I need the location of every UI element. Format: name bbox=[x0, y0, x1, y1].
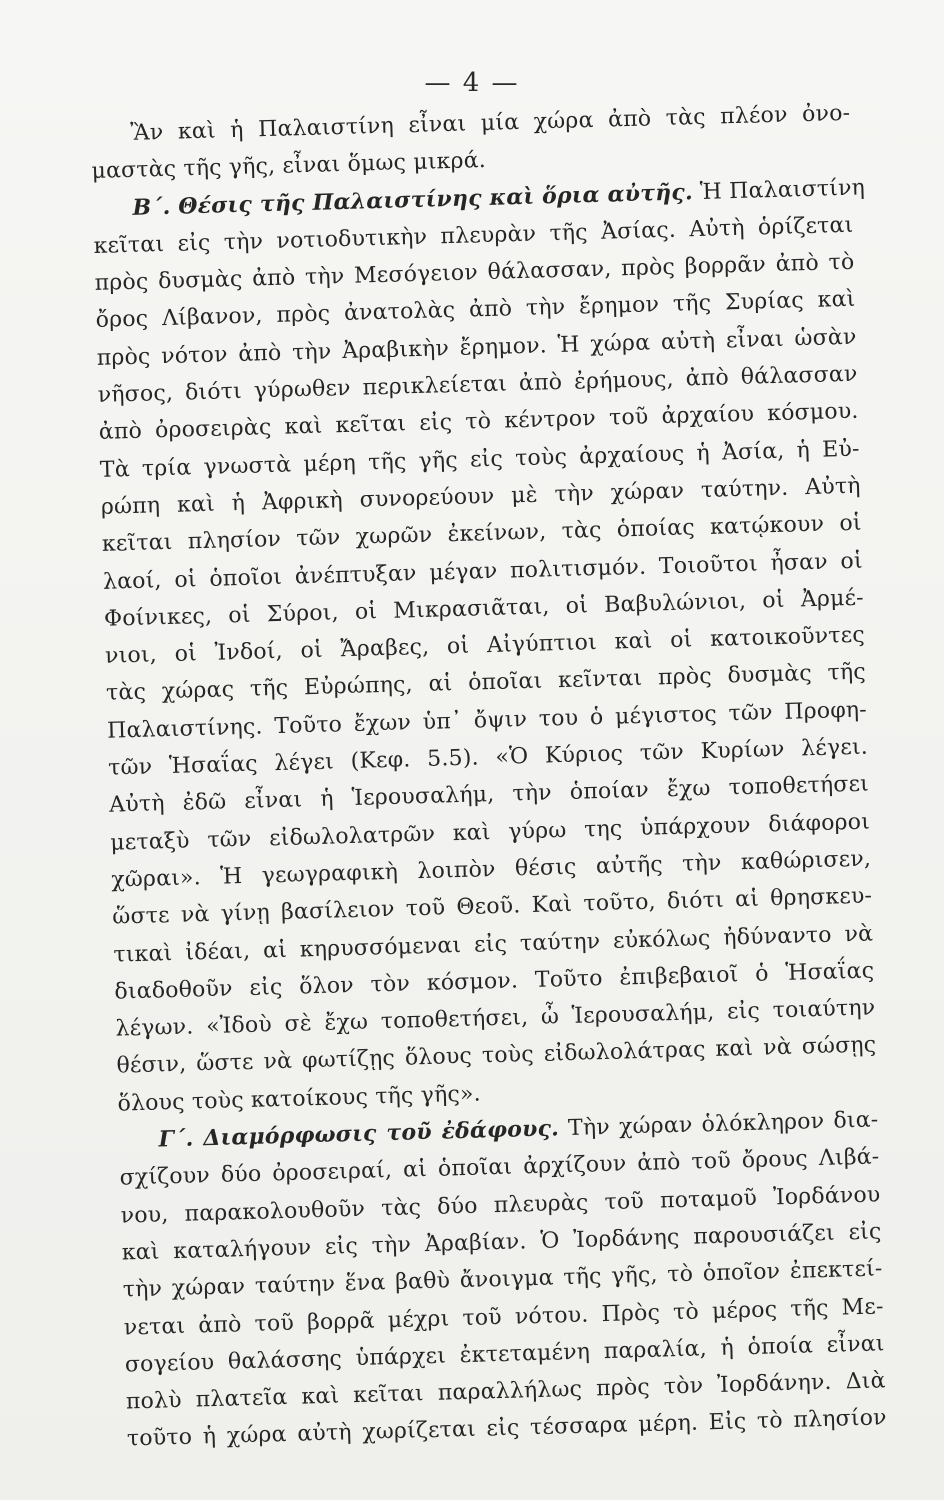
line-text: χῶραι». Ἡ γεωγραφικὴ λοιπὸν θέσις αὐτῆς τὴν καθώρισεν, bbox=[110, 846, 872, 893]
line-text: τοῦτο ἡ χώρα αὐτὴ χωρίζεται εἰς τέσσαρα μέρη. Εἰς τὸ πλησίον bbox=[126, 1405, 888, 1452]
line-text: μεταξὺ τῶν εἰδωλολατρῶν καὶ γύρω της ὑπάρχουν διάφοροι bbox=[109, 809, 871, 856]
line-text: πρὸς δυσμὰς ἀπὸ τὴν Μεσόγειον θάλασσαν, πρὸς βορρᾶν ἀπὸ τὸ bbox=[94, 249, 855, 297]
line-text: ρώπη καὶ ἡ Ἀφρικὴ συνορεύουν μὲ τὴν χώραν ταύτην. Αὐτὴ bbox=[100, 473, 861, 520]
line-text: ὄρος Λίβανον, πρὸς ἀνατολὰς ἀπὸ τὴν ἔρημον τῆς Συρίας καὶ bbox=[95, 287, 856, 334]
line-text: Παλαιστίνης. Τοῦτο ἔχων ὑπ᾽ ὄψιν του ὁ μέγιστος τῶν Προφη- bbox=[106, 697, 868, 744]
line-text: Ἂν καὶ ἡ Παλαιστίνη εἶναι μία χώρα ἀπὸ τὰς πλέον ὀνο- bbox=[130, 100, 851, 146]
line-text: νῆσος, διότι γύρωθεν περικλείεται ἀπὸ ἐρήμους, ἀπὸ θάλασσαν bbox=[97, 361, 858, 408]
line-text: κεῖται πλησίον τῶν χωρῶν ἐκείνων, τὰς ὁποίας κατῴκουν οἱ bbox=[101, 510, 863, 558]
page-number: — 4 — bbox=[424, 68, 520, 98]
line-text: πολὺ πλατεῖα καὶ κεῖται παραλλήλως πρὸς τὸν Ἰορδάνην. Διὰ bbox=[125, 1368, 886, 1415]
line-text: μαστὰς τῆς γῆς, εἶναι ὅμως μικρά. bbox=[91, 148, 487, 185]
line-text: σογείου θαλάσσης ὑπάρχει ἐκτεταμένη παραλία, ἡ ὁποία εἶναι bbox=[124, 1331, 885, 1378]
line-text: λαοί, οἱ ὁποῖοι ἀνέπτυξαν μέγαν πολιτισμόν. Τοιοῦτοι ἦσαν οἱ bbox=[102, 548, 864, 595]
line-text: Ἡ Παλαιστίνη bbox=[692, 174, 866, 205]
line-text: καὶ καταλήγουν εἰς τὴν Ἀραβίαν. Ὁ Ἰορδάνης παρουσιάζει εἰς bbox=[121, 1219, 882, 1266]
line-text: ὅλους τοὺς κατοίκους τῆς γῆς». bbox=[117, 1081, 482, 1117]
line-text: σχίζουν δύο ὀροσειραί, αἱ ὁποῖαι ἀρχίζουν ἀπὸ τοῦ ὄρους Λιβά- bbox=[119, 1144, 880, 1191]
section-heading: Β΄. Θέσις τῆς Παλαιστίνης καὶ ὅρια αὐτῆς. bbox=[132, 178, 694, 221]
line-text: τῶν Ἡσαΐας λέγει (Κεφ. 5.5). «Ὁ Κύριος τῶν Κυρίων λέγει. bbox=[107, 734, 869, 781]
line-text: Τὰ τρία γνωστὰ μέρη τῆς γῆς εἰς τοὺς ἀρχαίους ἡ Ἀσία, ἡ Εὐ- bbox=[99, 436, 860, 483]
line-text: Φοίνικες, οἱ Σύροι, οἱ Μικρασιᾶται, οἱ Βαβυλώνιοι, οἱ Ἀρμέ- bbox=[103, 585, 865, 632]
line-text: λέγων. «Ἰδοὺ σὲ ἔχω τοποθετήσει, ὦ Ἱερουσαλήμ, εἰς τοιαύτην bbox=[115, 995, 876, 1042]
line-text: νεται ἀπὸ τοῦ βορρᾶ μέχρι τοῦ νότου. Πρὸς τὸ μέρος τῆς Με- bbox=[123, 1293, 884, 1341]
line-text: νιοι, οἱ Ἰνδοί, οἱ Ἄραβες, οἱ Αἰγύπτιοι καὶ οἱ κατοικοῦντες bbox=[104, 622, 866, 669]
line-text: κεῖται εἰς τὴν νοτιοδυτικὴν πλευρὰν τῆς Ἀσίας. Αὐτὴ ὁρίζεται bbox=[93, 212, 854, 259]
line-text: νου, παρακολουθοῦν τὰς δύο πλευρὰς τοῦ ποταμοῦ Ἰορδάνου bbox=[120, 1181, 881, 1229]
line-text: τὴν χώραν ταύτην ἕνα βαθὺ ἄνοιγμα τῆς γῆς, τὸ ὁποῖον ἐπεκτεί- bbox=[122, 1256, 883, 1303]
line-text: Αὐτὴ ἐδῶ εἶναι ἡ Ἱερουσαλήμ, τὴν ὁποίαν ἔχω τοποθετήσει bbox=[108, 771, 870, 819]
line-text: θέσιν, ὥστε νὰ φωτίζῃς ὅλους τοὺς εἰδωλολάτρας καὶ νὰ σώσῃς bbox=[116, 1032, 877, 1080]
section-heading: Γ΄. Διαμόρφωσις τοῦ ἐδάφους. bbox=[158, 1115, 560, 1153]
line-text: πρὸς νότον ἀπὸ τὴν Ἀραβικὴν ἔρημον. Ἡ χώρα αὐτὴ εἶναι ὡσὰν bbox=[96, 324, 857, 371]
line-text: ἀπὸ ὀροσειρὰς καὶ κεῖται εἰς τὸ κέντρον τοῦ ἀρχαίου κόσμου. bbox=[98, 399, 859, 446]
line-text: Τὴν χώραν ὁλόκληρον δια- bbox=[558, 1107, 879, 1142]
line-text: τικαὶ ἰδέαι, αἱ κηρυσσόμεναι εἰς ταύτην εὐκόλως ἠδύναντο νὰ bbox=[113, 920, 874, 968]
line-text: ὥστε νὰ γίνῃ βασίλειον τοῦ Θεοῦ. Καὶ τοῦτο, διότι αἱ θρησκευ- bbox=[112, 883, 873, 930]
line-text: διαδοθοῦν εἰς ὅλον τὸν κόσμον. Τοῦτο ἐπιβεβαιοῖ ὁ Ἡσαΐας bbox=[114, 958, 875, 1005]
line-text: τὰς χώρας τῆς Εὐρώπης, αἱ ὁποῖαι κεῖνται πρὸς δυσμὰς τῆς bbox=[105, 660, 867, 707]
body-text bbox=[90, 95, 887, 1458]
